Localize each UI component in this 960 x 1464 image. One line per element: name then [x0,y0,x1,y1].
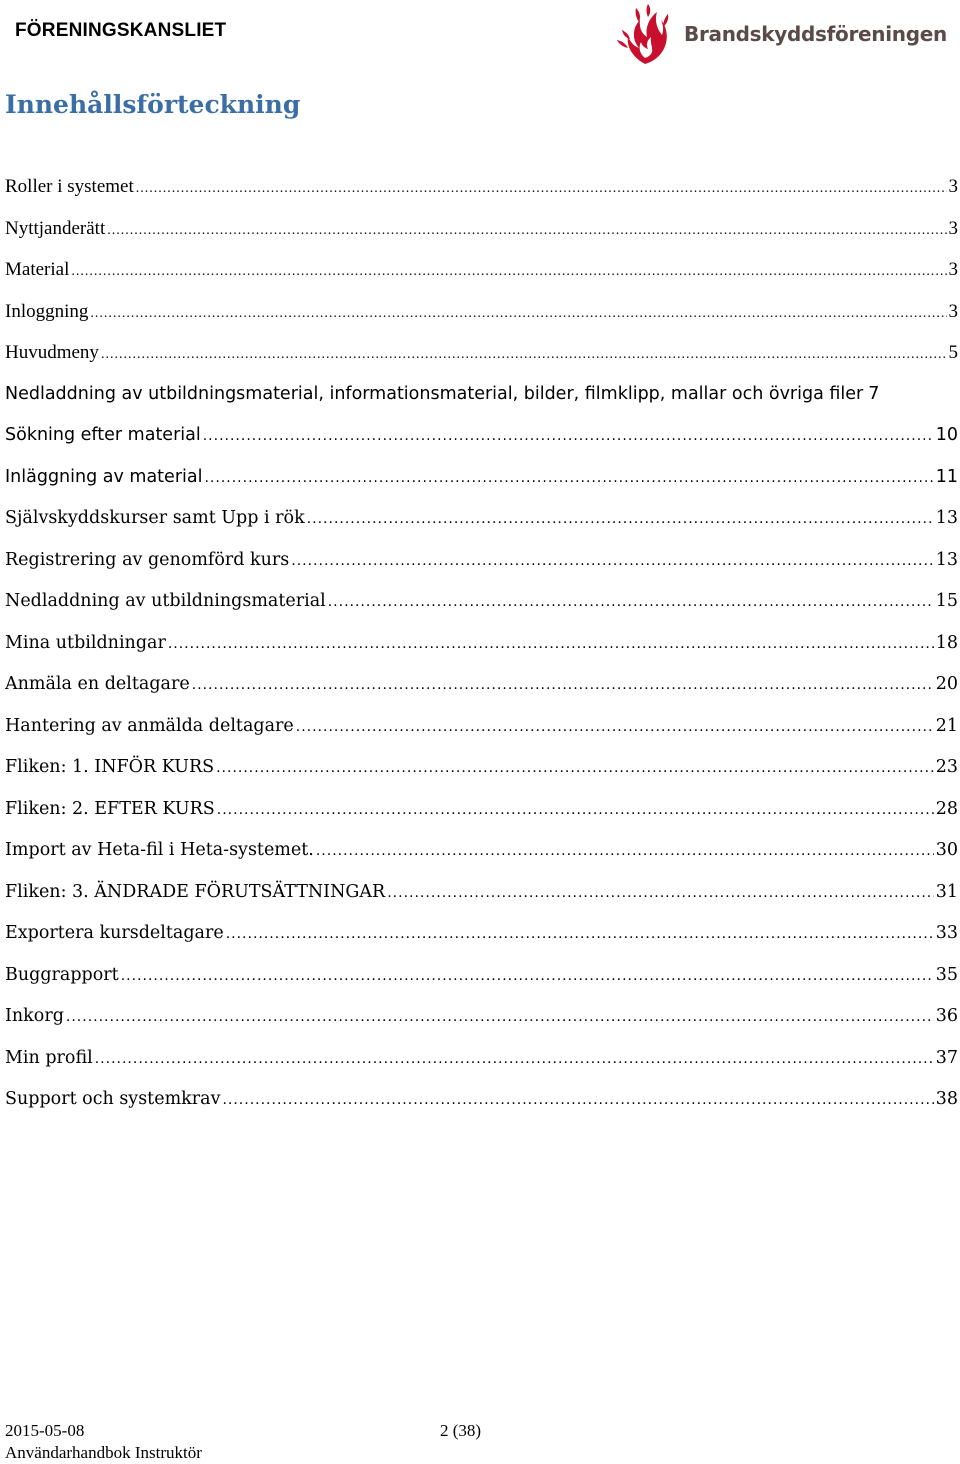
toc-entry-label: Min profil [5,1047,93,1068]
toc-leader-dots [192,665,934,706]
toc-entry-page: 38 [935,1089,958,1109]
toc-entry-label: Buggrapport [5,964,119,985]
toc-entry-page: 23 [935,757,958,777]
toc-entry[interactable] [5,996,958,1038]
footer-date: 2015-05-08 [5,1421,85,1440]
toc-leader-dots [291,541,933,582]
toc-entry[interactable] [5,374,958,416]
toc-entry[interactable] [5,332,958,374]
toc-leader-dots [95,1039,934,1080]
toc-leader-dots [216,748,934,789]
toc-entry-page: 15 [935,591,958,611]
toc-entry[interactable] [5,457,958,499]
toc-entry-page: 13 [935,549,958,570]
toc-leader-dots [296,707,934,748]
toc-entry-page: 11 [935,466,958,487]
toc-entry[interactable] [5,249,958,291]
flame-logo-icon [612,2,678,68]
toc-entry-label: Självskyddskurser samt Upp i rök [5,508,305,528]
footer-page-indicator: 2 (38) [440,1421,482,1440]
toc-entry-label: Mina utbildningar [5,632,166,653]
toc-entry-page: 21 [935,715,958,736]
toc-entry[interactable] [5,1038,958,1080]
toc-leader-dots [328,582,934,623]
toc-entry-label: Inkorg [5,1006,64,1026]
toc-entry-page: 3 [948,259,958,280]
toc-entry-label: Exportera kursdeltagare [5,923,224,943]
brand-logo [612,2,958,68]
toc-entry[interactable] [5,789,958,831]
table-of-contents [5,166,958,1121]
toc-leader-dots [203,416,934,457]
toc-leader-dots [217,790,934,831]
toc-entry-label: Nyttjanderätt [5,217,106,239]
toc-entry[interactable] [5,498,958,540]
toc-entry[interactable] [5,872,958,914]
toc-entry[interactable] [5,540,958,582]
toc-leader-dots [387,873,934,914]
toc-entry-label: Inläggning av material [5,466,203,487]
toc-entry-label: Import av Heta-fil i Heta-systemet. [5,840,314,860]
toc-entry-label: Huvudmeny [5,342,99,363]
toc-entry-page: 10 [935,425,958,445]
toc-entry[interactable] [5,706,958,748]
toc-entry-page: 3 [948,217,958,239]
toc-leader-dots [107,210,946,250]
toc-leader-dots [222,1080,933,1121]
toc-entry-label: Fliken: 3. ÄNDRADE FÖRUTSÄTTNINGAR [5,881,386,902]
toc-leader-dots [90,293,946,333]
toc-entry[interactable] [5,664,958,706]
toc-entry-page: 18 [935,632,958,653]
toc-entry-label: Nedladdning av utbildningsmaterial [5,591,326,611]
toc-leader-dots [136,168,947,208]
toc-leader-dots [204,458,933,499]
toc-title: Innehållsförteckning [5,90,301,119]
toc-entry-page: 5 [948,342,958,363]
toc-entry[interactable] [5,166,958,208]
toc-entry-page: 30 [935,840,958,860]
toc-entry-page: 36 [935,1006,958,1026]
toc-entry-label: Registrering av genomförd kurs [5,549,290,570]
toc-entry-label: Inloggning [5,300,89,322]
toc-entry-page: 31 [935,881,958,902]
header-org-name: FÖRENINGSKANSLIET [15,20,227,41]
toc-entry[interactable] [5,1079,958,1121]
toc-entry-label: Sökning efter material [5,425,201,445]
toc-entry-page: 3 [948,176,958,197]
toc-entry-page: 3 [948,300,958,322]
toc-entry-page: 35 [935,964,958,985]
toc-entry-label: Nedladdning av utbildningsmaterial, informationsmaterial, bilder, filmklipp, mallar och övriga filer [5,383,864,404]
toc-entry-label: Support och systemkrav [5,1089,221,1109]
toc-entry-label: Anmäla en deltagare [5,674,190,694]
toc-entry[interactable] [5,291,958,333]
toc-leader-dots [71,251,946,291]
toc-leader-dots [66,997,934,1038]
toc-entry-label: Roller i systemet [5,176,134,197]
toc-entry-label: Hantering av anmälda deltagare [5,715,294,736]
toc-entry[interactable] [5,830,958,872]
toc-entry[interactable] [5,208,958,250]
logo-wordmark: Brandskyddsföreningen [684,22,947,46]
toc-leader-dots [307,499,934,540]
toc-entry[interactable] [5,747,958,789]
toc-leader-dots [168,624,934,665]
page-footer [5,1420,202,1464]
toc-entry-label: Fliken: 1. INFÖR KURS [5,757,215,777]
toc-leader-dots [121,956,934,997]
toc-entry-page: 33 [935,923,958,943]
toc-entry[interactable] [5,581,958,623]
toc-entry[interactable] [5,955,958,997]
toc-entry-label: Material [5,259,70,280]
toc-entry[interactable] [5,913,958,955]
toc-entry[interactable] [5,623,958,665]
toc-entry-page: 20 [935,674,958,694]
toc-entry-label: Fliken: 2. EFTER KURS [5,798,215,819]
toc-entry-page: 28 [935,798,958,819]
toc-entry[interactable] [5,415,958,457]
footer-doc-name: Användarhandbok Instruktör [5,1443,202,1462]
toc-entry-page: 13 [935,508,958,528]
toc-entry-page: 37 [935,1047,958,1068]
toc-entry-page: 7 [868,383,880,404]
toc-leader-dots [316,831,934,872]
toc-leader-dots [101,334,947,374]
toc-leader-dots [226,914,934,955]
